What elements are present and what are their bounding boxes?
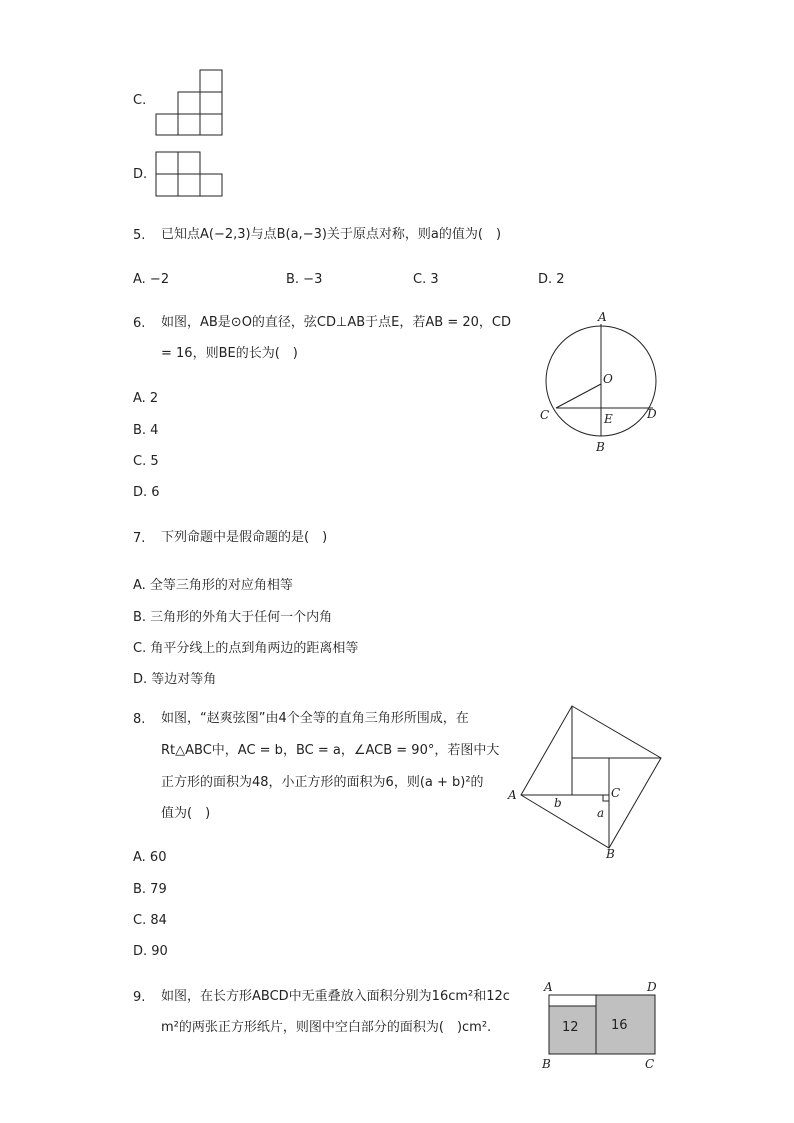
q4-option-d-label: D. (133, 167, 148, 182)
label-d: D (647, 407, 657, 421)
q8-option-a: A. 60 (133, 850, 167, 865)
label-a-side: a (597, 806, 605, 820)
q5-option-a: A. −2 (133, 272, 170, 287)
q6-text-line1: 如图，AB是⊙O的直径，弦CD⊥AB于点E，若AB = 20，CD (161, 315, 511, 330)
q4-option-c-label: C. (133, 93, 147, 108)
right-angle-mark (603, 795, 609, 801)
q7-option-d: D. 等边对等角 (133, 672, 217, 687)
q7-number: 7. (133, 531, 146, 546)
label-b-side: b (554, 796, 562, 810)
q5-number: 5. (133, 228, 146, 243)
q6-option-a: A. 2 (133, 391, 159, 406)
q8-zhao-shuang-figure (505, 700, 665, 862)
label-c: C (611, 786, 621, 800)
q6-option-b: B. 4 (133, 423, 159, 438)
q6-number: 6. (133, 316, 146, 331)
label-a: A (598, 310, 607, 324)
label-o: O (603, 372, 613, 386)
q8-text-line4: 值为( ) (161, 806, 211, 821)
q7-text: 下列命题中是假命题的是( ) (161, 530, 328, 545)
q8-option-b: B. 79 (133, 882, 167, 897)
label-b: B (606, 847, 615, 861)
q5-text: 已知点A(−2,3)与点B(a,−3)关于原点对称，则a的值为( ) (161, 227, 502, 242)
label-b: B (596, 440, 605, 454)
label-e: E (604, 412, 613, 426)
square-12-label: 12 (562, 1020, 579, 1035)
q4-option-d-figure (155, 151, 227, 198)
label-a: A (544, 980, 553, 994)
q8-text-line3: 正方形的面积为48，小正方形的面积为6，则(a + b)²的 (161, 775, 484, 790)
q7-option-a: A. 全等三角形的对应角相等 (133, 578, 293, 593)
q8-text-line1: 如图，“赵爽弦图”由4个全等的直角三角形所围成，在 (161, 711, 469, 726)
q6-circle-figure (532, 305, 668, 457)
q8-text-line2: Rt△ABC中，AC = b，BC = a，∠ACB = 90°，若图中大 (161, 743, 500, 758)
q9-rectangle-figure (538, 978, 664, 1074)
q5-option-c: C. 3 (413, 272, 439, 287)
q5-option-b: B. −3 (286, 272, 323, 287)
large-square (521, 706, 661, 848)
q5-option-d: D. 2 (538, 272, 565, 287)
q9-text-line2: m²的两张正方形纸片，则图中空白部分的面积为( )cm². (161, 1020, 492, 1035)
q9-text-line1: 如图，在长方形ABCD中无重叠放入面积分别为16cm²和12c (161, 989, 510, 1004)
radius-oc (556, 384, 601, 408)
q7-option-c: C. 角平分线上的点到角两边的距离相等 (133, 641, 359, 656)
q7-option-b: B. 三角形的外角大于任何一个内角 (133, 610, 333, 625)
q6-option-d: D. 6 (133, 485, 160, 500)
q8-number: 8. (133, 712, 146, 727)
q9-number: 9. (133, 990, 146, 1005)
label-b: B (542, 1057, 551, 1071)
q8-option-d: D. 90 (133, 944, 168, 959)
q6-text-line2: = 16，则BE的长为( ) (161, 346, 298, 361)
label-c: C (645, 1057, 655, 1071)
q4-option-c-figure (155, 68, 225, 136)
q6-option-c: C. 5 (133, 454, 159, 469)
label-d: D (647, 980, 657, 994)
q8-option-c: C. 84 (133, 913, 167, 928)
label-c: C (540, 408, 550, 422)
square-16-label: 16 (611, 1018, 628, 1033)
small-square (572, 758, 609, 795)
label-a: A (508, 788, 517, 802)
